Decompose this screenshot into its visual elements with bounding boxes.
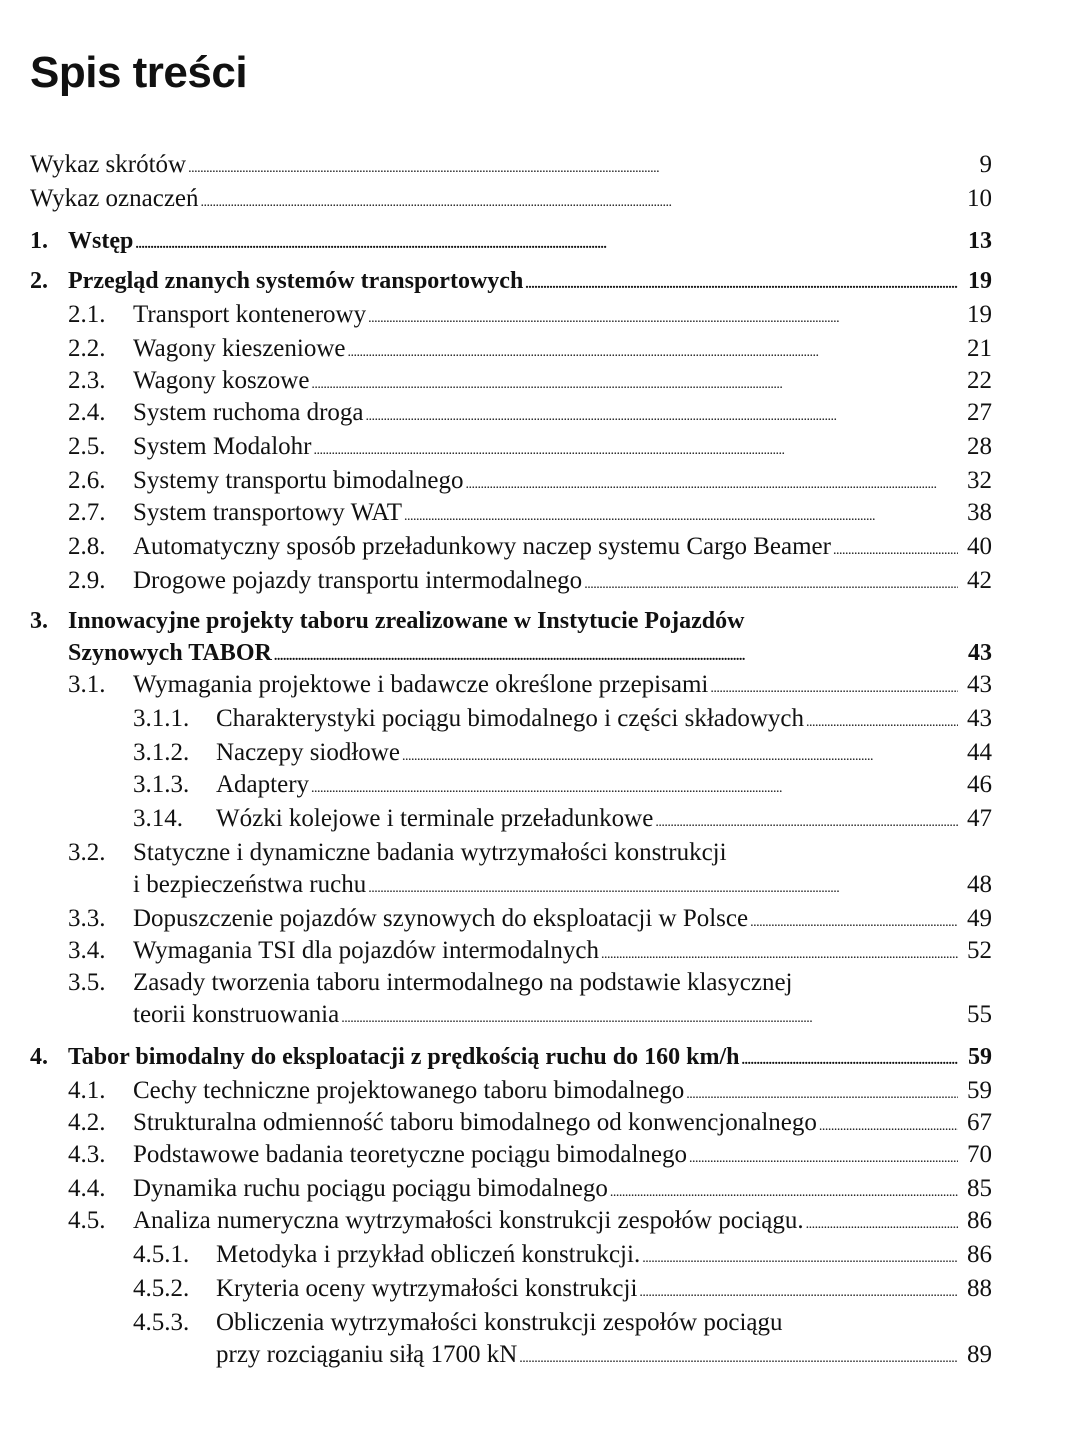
toc-entry-title: System transportowy WAT (133, 499, 402, 526)
toc-entry-title-continued: teorii konstruowania (133, 1001, 340, 1028)
toc-entry-title: Analiza numeryczna wytrzymałości konstrukcji zespołów pociągu. (133, 1207, 804, 1234)
page-title: Spis treści (30, 48, 248, 97)
dot-leader (188, 150, 958, 184)
dot-leader (404, 498, 958, 532)
toc-entry-number: 3.1.2. (133, 739, 190, 766)
toc-page-number: 19 (967, 301, 992, 328)
toc-entry-number: 3. (30, 608, 48, 634)
toc-page-number: 47 (967, 805, 992, 832)
toc-page-number: 42 (967, 567, 992, 594)
toc-entry-title: System Modalohr (133, 433, 312, 460)
toc-entry-title: Wagony koszowe (133, 367, 310, 394)
toc-entry[interactable] (133, 936, 992, 970)
toc-entry-title: Metodyka i przykład obliczeń konstrukcji. (216, 1241, 641, 1268)
toc-entry[interactable] (133, 300, 992, 334)
dot-leader (819, 1108, 958, 1142)
dot-leader (313, 432, 958, 466)
toc-entry-number: 2.4. (68, 399, 106, 426)
toc-page-number: 13 (968, 228, 992, 254)
toc-entry-number: 3.1.3. (133, 771, 190, 798)
toc-entry-number: 1. (30, 228, 48, 254)
toc-page-number: 44 (967, 739, 992, 766)
toc-entry[interactable] (216, 704, 992, 738)
toc-page-number: 28 (967, 433, 992, 460)
toc-entry-number: 3.3. (68, 905, 106, 932)
dot-leader (348, 334, 959, 368)
toc-page-number: 52 (967, 937, 992, 964)
toc-page-number: 38 (967, 499, 992, 526)
toc-entry[interactable] (133, 334, 992, 368)
toc-entry-title: Wózki kolejowe i terminale przeładunkowe (216, 805, 654, 832)
toc-entry[interactable] (216, 1240, 992, 1274)
toc-entry-number: 4.4. (68, 1175, 106, 1202)
toc-entry-title-continued: przy rozciąganiu siłą 1700 kN (216, 1341, 518, 1368)
toc-page-number: 49 (967, 905, 992, 932)
dot-leader (610, 1174, 958, 1208)
toc-entry[interactable] (30, 150, 992, 184)
toc-page-number: 32 (967, 467, 992, 494)
dot-leader (584, 566, 958, 600)
dot-leader (368, 300, 958, 334)
toc-entry-number: 4.3. (68, 1141, 106, 1168)
toc-entry[interactable] (133, 566, 992, 600)
toc-entry-title: Adaptery (216, 771, 310, 798)
dot-leader (402, 738, 958, 772)
dot-leader (686, 1076, 958, 1110)
dot-leader (601, 936, 958, 970)
toc-entry-title: Wymagania projektowe i badawcze określone przepisami (133, 671, 709, 698)
dot-leader (201, 184, 958, 218)
toc-page-number: 9 (979, 151, 992, 178)
toc-entry[interactable] (216, 1340, 992, 1374)
dot-leader (341, 1000, 958, 1034)
dot-leader (135, 226, 958, 260)
toc-page-number: 59 (968, 1044, 992, 1070)
toc-entry-number: 2.9. (68, 567, 106, 594)
toc-page-number: 48 (967, 871, 992, 898)
toc-entry[interactable] (133, 466, 992, 500)
toc-page-number: 86 (967, 1207, 992, 1234)
toc-entry-title-continued: i bezpieczeństwa ruchu (133, 871, 367, 898)
toc-entry-number: 3.1.1. (133, 705, 190, 732)
toc-entry-title: Dopuszczenie pojazdów szynowych do eksploatacji w Polsce (133, 905, 749, 932)
toc-entry[interactable] (133, 670, 992, 704)
toc-entry[interactable] (133, 1206, 992, 1240)
toc-entry[interactable] (216, 804, 992, 838)
toc-entry-title: Wagony kieszeniowe (133, 335, 346, 362)
toc-entry-number: 3.14. (133, 805, 183, 832)
toc-entry-title: Drogowe pojazdy transportu intermodalnego (133, 567, 583, 594)
toc-entry-title: Wymagania TSI dla pojazdów intermodalnych (133, 937, 599, 964)
toc-entry-title: Wykaz skrótów (30, 151, 187, 178)
toc-entry-title: Przegląd znanych systemów transportowych (68, 268, 524, 294)
toc-entry-title: Strukturalna odmienność taboru bimodalnego od konwencjonalnego (133, 1109, 817, 1136)
toc-entry-title: Kryteria oceny wytrzymałości konstrukcji (216, 1275, 638, 1302)
toc-entry-title: Dynamika ruchu pociągu pociągu bimodalnego (133, 1175, 608, 1202)
toc-entry-number: 4.5. (68, 1207, 106, 1234)
toc-page-number: 22 (967, 367, 992, 394)
toc-page-number: 88 (967, 1275, 992, 1302)
toc-entry[interactable] (133, 532, 992, 566)
toc-entry-number: 4.5.1. (133, 1241, 190, 1268)
toc-entry[interactable] (133, 904, 992, 938)
toc-entry-title: Wykaz oznaczeń (30, 185, 199, 212)
toc-entry-number: 2.7. (68, 499, 106, 526)
toc-entry[interactable] (133, 870, 992, 904)
toc-page-number: 40 (967, 533, 992, 560)
toc-entry-number: 3.2. (68, 839, 106, 866)
dot-leader (655, 804, 958, 838)
toc-page-number: 86 (967, 1241, 992, 1268)
toc-page-number: 43 (968, 640, 992, 666)
toc-entry[interactable] (216, 738, 992, 772)
dot-leader (806, 704, 958, 738)
toc-entry-title: Wstęp (68, 228, 134, 254)
toc-entry-title-continued: Szynowych TABOR (68, 640, 272, 666)
toc-entry[interactable] (68, 266, 992, 300)
toc-entry-title: Innowacyjne projekty taboru zrealizowane w Instytucie Pojazdów (68, 608, 745, 634)
toc-page-number: 43 (967, 705, 992, 732)
toc-entry-title: Statyczne i dynamiczne badania wytrzymałości konstrukcji (133, 839, 727, 866)
toc-entry[interactable] (68, 226, 992, 260)
toc-entry-number: 4. (30, 1044, 48, 1070)
toc-entry[interactable] (133, 1174, 992, 1208)
toc-entry-title: Zasady tworzenia taboru intermodalnego na podstawie klasycznej (133, 969, 793, 996)
dot-leader (466, 466, 958, 500)
toc-entry-number: 4.5.3. (133, 1309, 190, 1336)
toc-entry[interactable] (133, 1108, 992, 1142)
toc-page-number: 46 (967, 771, 992, 798)
toc-entry-title: Automatyczny sposób przeładunkowy naczep systemu Cargo Beamer (133, 533, 831, 560)
toc-entry[interactable] (68, 638, 992, 672)
toc-entry[interactable] (68, 1042, 992, 1076)
dot-leader (366, 398, 958, 432)
toc-entry-number: 4.1. (68, 1077, 106, 1104)
toc-entry-number: 2.5. (68, 433, 106, 460)
dot-leader (639, 1274, 958, 1308)
toc-entry-number: 2.2. (68, 335, 106, 362)
toc-page-number: 67 (967, 1109, 992, 1136)
toc-entry-title: Podstawowe badania teoretyczne pociągu bimodalnego (133, 1141, 687, 1168)
toc-entry-number: 4.2. (68, 1109, 106, 1136)
dot-leader (642, 1240, 958, 1274)
toc-page-number: 70 (967, 1141, 992, 1168)
toc-page-number: 43 (967, 671, 992, 698)
toc-page-number: 10 (967, 185, 992, 212)
dot-leader (741, 1042, 958, 1076)
toc-entry-number: 3.5. (68, 969, 106, 996)
toc-entry-title: Tabor bimodalny do eksploatacji z prędkością ruchu do 160 km/h (68, 1044, 740, 1070)
toc-entry[interactable] (30, 184, 992, 218)
toc-entry[interactable] (133, 1140, 992, 1174)
toc-entry-number: 3.1. (68, 671, 106, 698)
toc-entry-number: 2.8. (68, 533, 106, 560)
dot-leader (525, 266, 958, 300)
toc-entry[interactable] (133, 498, 992, 532)
toc-entry[interactable] (133, 432, 992, 466)
toc-page-number: 55 (967, 1001, 992, 1028)
toc-entry-number: 2. (30, 268, 48, 294)
dot-leader (710, 670, 958, 704)
toc-entry-number: 3.4. (68, 937, 106, 964)
toc-page-number: 89 (967, 1341, 992, 1368)
toc-entry-title: System ruchoma droga (133, 399, 364, 426)
toc-entry-title: Obliczenia wytrzymałości konstrukcji zespołów pociągu (216, 1309, 783, 1336)
dot-leader (311, 770, 958, 804)
toc-entry-number: 2.6. (68, 467, 106, 494)
toc-entry[interactable] (133, 1076, 992, 1110)
dot-leader (833, 532, 958, 566)
dot-leader (806, 1206, 958, 1240)
toc-entry[interactable] (216, 1274, 992, 1308)
toc-page-number: 85 (967, 1175, 992, 1202)
toc-entry[interactable] (133, 398, 992, 432)
toc-entry-title: Cechy techniczne projektowanego taboru bimodalnego (133, 1077, 685, 1104)
toc-entry-title: Systemy transportu bimodalnego (133, 467, 464, 494)
toc-entry-number: 4.5.2. (133, 1275, 190, 1302)
dot-leader (311, 366, 958, 400)
toc-entry-number: 2.1. (68, 301, 106, 328)
toc-entry-number: 2.3. (68, 367, 106, 394)
toc-entry[interactable] (133, 366, 992, 400)
dot-leader (750, 904, 958, 938)
dot-leader (368, 870, 958, 904)
toc-entry[interactable] (216, 770, 992, 804)
dot-leader (519, 1340, 958, 1374)
toc-page-number: 59 (967, 1077, 992, 1104)
toc-entry-title: Naczepy siodłowe (216, 739, 400, 766)
dot-leader (274, 638, 958, 672)
dot-leader (689, 1140, 958, 1174)
toc-page-number: 19 (968, 268, 992, 294)
toc-page-number: 27 (967, 399, 992, 426)
toc-entry[interactable] (133, 1000, 992, 1034)
toc-entry-title: Transport kontenerowy (133, 301, 367, 328)
toc-entry-title: Charakterystyki pociągu bimodalnego i części składowych (216, 705, 805, 732)
toc-page-number: 21 (967, 335, 992, 362)
